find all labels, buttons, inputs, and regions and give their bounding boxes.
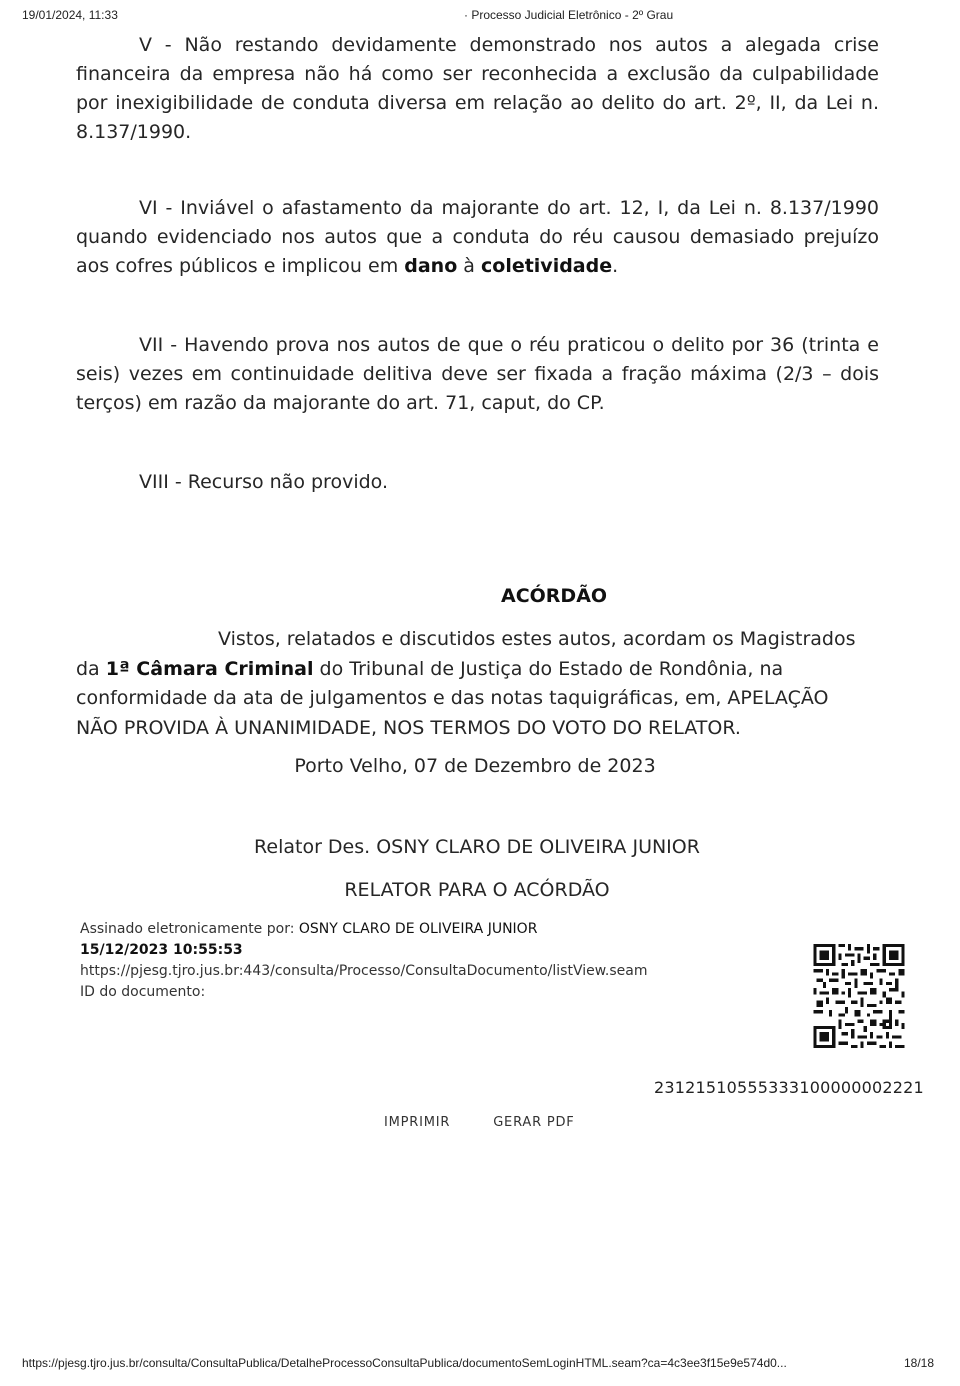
relator-role: RELATOR PARA O ACÓRDÃO <box>344 879 610 901</box>
paragraph-vi-mid: à <box>457 255 481 277</box>
signature-line <box>80 919 647 940</box>
relator-name: Relator Des. OSNY CLARO DE OLIVEIRA JUNIOR <box>254 836 700 858</box>
print-header <box>22 8 938 24</box>
bold-coletividade: coletividade <box>481 255 613 277</box>
acordao-body <box>76 625 876 743</box>
document-number: 23121510555333100000002221 <box>654 1078 924 1097</box>
place-date: Porto Velho, 07 de Dezembro de 2023 <box>294 755 656 777</box>
print-title: · Processo Judicial Eletrônico - 2º Grau <box>464 8 674 22</box>
paragraph-vi-text: VI - Inviável o afastamento da majorante do art. 12, I, da Lei n. 8.137/1990 quando evidenciado nos autos que a conduta do réu causou demasiado prejuízo aos cofres públicos e implicou em <box>76 197 879 277</box>
signature-block <box>80 919 647 1003</box>
print-footer <box>22 1356 934 1372</box>
paragraph-vi <box>76 194 879 281</box>
footer-url: https://pjesg.tjro.jus.br/consulta/ConsultaPublica/DetalheProcessoConsultaPublica/documentoSemLoginHTML.seam?ca=4c3ee3f15e9e574d0... <box>22 1356 787 1370</box>
print-button[interactable]: IMPRIMIR <box>384 1115 451 1130</box>
signature-url: https://pjesg.tjro.jus.br:443/consulta/Processo/ConsultaDocumento/listView.seam <box>80 963 648 979</box>
acordao-title: ACÓRDÃO <box>501 585 608 607</box>
signer-name: OSNY CLARO DE OLIVEIRA JUNIOR <box>298 921 538 937</box>
paragraph-viii: VIII - Recurso não provido. <box>139 471 388 493</box>
signature-label: Assinado eletronicamente por: <box>80 921 299 937</box>
acordao-body-start: Vistos, relatados e discutidos estes autos, acordam os Magistrados da <box>76 628 856 680</box>
paragraph-vii: VII - Havendo prova nos autos de que o réu praticou o delito por 36 (trinta e seis) vezes em continuidade delitiva deve ser fixada a fração máxima (2/3 – dois terços) em razão da majorante do art. 71, caput, do CP. <box>76 334 879 414</box>
signature-timestamp: 15/12/2023 10:55:53 <box>80 942 243 958</box>
qr-code-icon <box>812 944 906 1048</box>
page-number: 18/18 <box>903 1356 934 1370</box>
action-bar <box>384 1115 575 1130</box>
print-datetime: 19/01/2024, 11:33 <box>22 8 118 22</box>
paragraph-v: V - Não restando devidamente demonstrado nos autos a alegada crise financeira da empresa não há como ser reconhecida a exclusão da culpabilidade por inexigibilidade de conduta diversa em relação ao delito do art. 2º, II, da Lei n. 8.137/1990. <box>76 34 879 143</box>
acordao-camara: 1ª Câmara Criminal <box>105 657 314 680</box>
paragraph-vi-end: . <box>612 255 619 277</box>
bold-dano: dano <box>404 255 458 277</box>
generate-pdf-button[interactable]: GERAR PDF <box>493 1115 575 1130</box>
document-id-label: ID do documento: <box>80 984 206 1000</box>
acordao-body-end: do Tribunal de Justiça do Estado de Rondônia, na conformidade da ata de julgamentos e das notas taquigráficas, em, APELAÇÃO NÃO PROVIDA À UNANIMIDADE, NOS TERMOS DO VOTO DO RELATOR. <box>76 657 829 739</box>
